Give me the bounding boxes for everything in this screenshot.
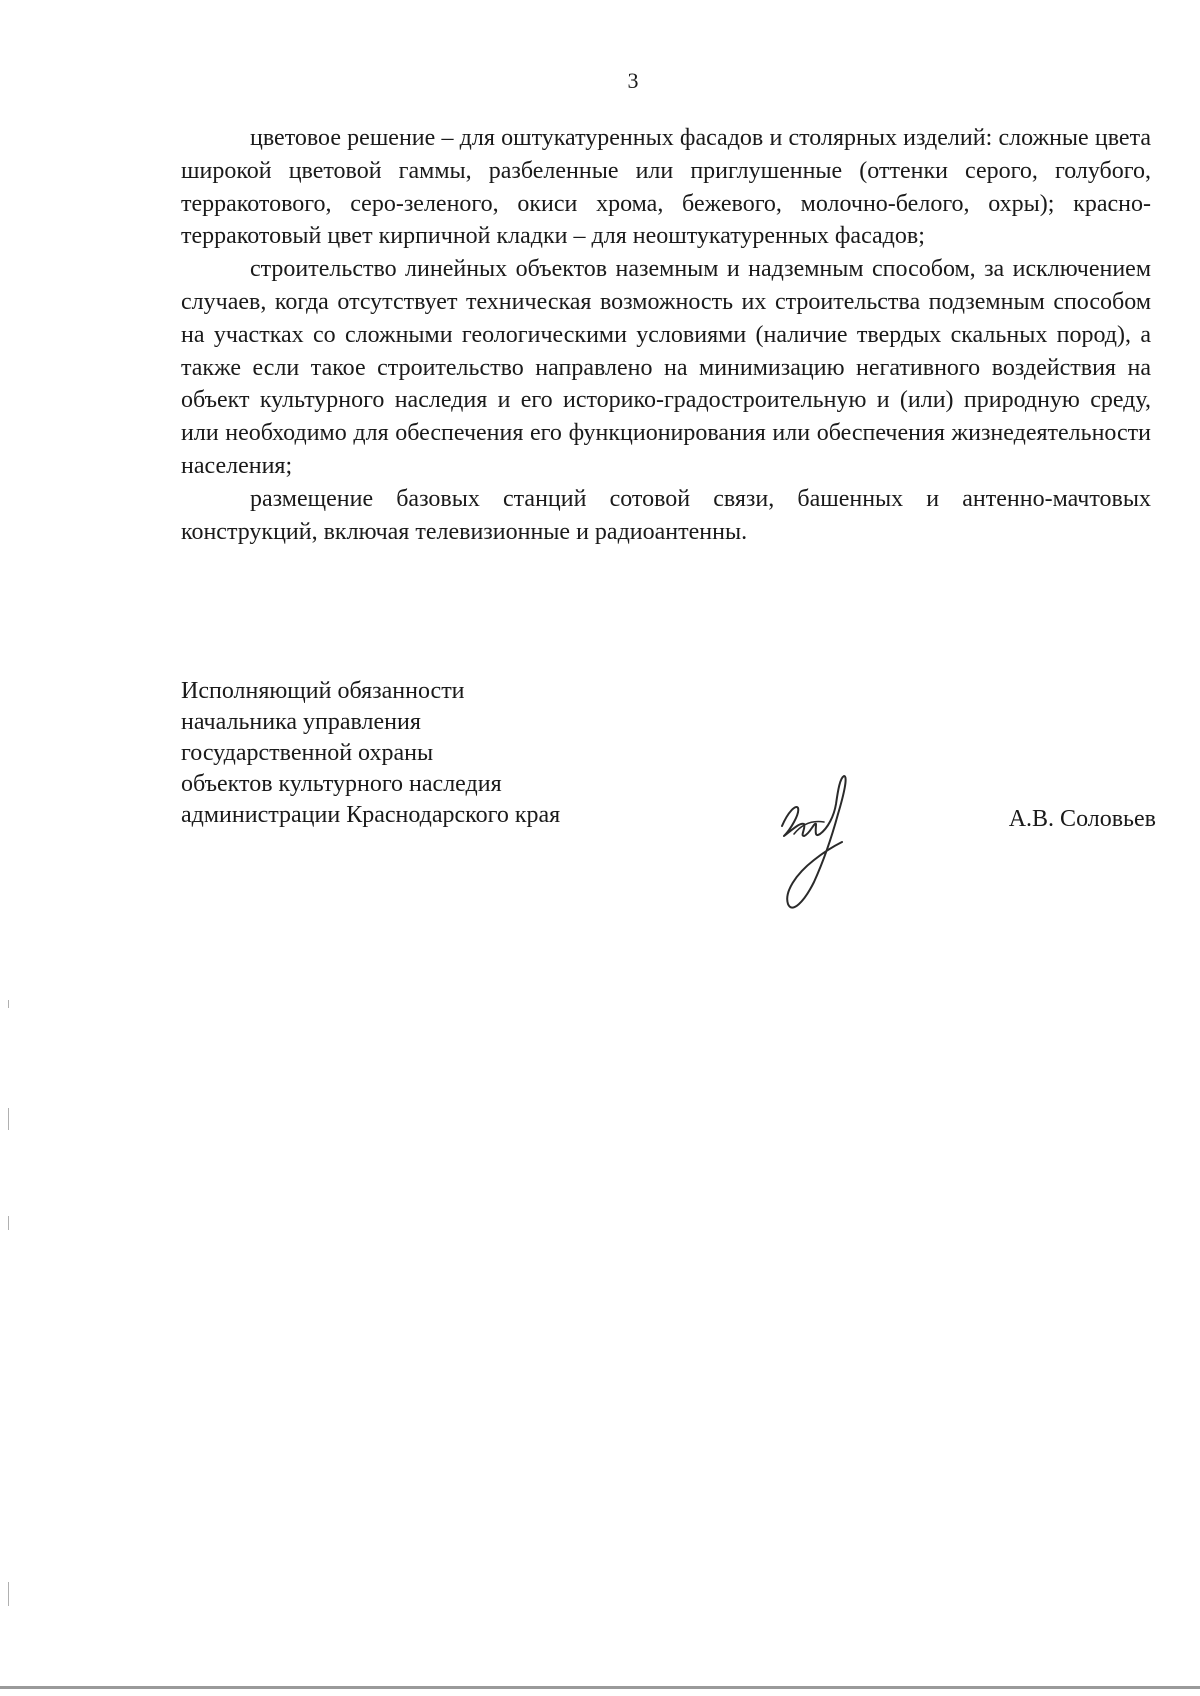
scan-artifact-mark — [8, 1000, 9, 1008]
paragraph-color-scheme: цветовое решение – для оштукатуренных фасадов и столярных изделий: сложные цвета широкой цветовой гаммы, разбеленные или приглушенные (оттенки серого, голубого, терракотового, серо-зеленого, окиси хрома, бежевого, молочно-белого, охры); красно-терракотовый цвет кирпичной кладки – для неоштукатуренных фасадов; — [181, 125, 1151, 250]
bottom-edge-line — [0, 1686, 1200, 1689]
signatory-position — [181, 676, 560, 831]
scan-artifact-mark — [8, 1582, 9, 1606]
paragraph-linear-objects: строительство линейных объектов наземным и надземным способом, за исключением случаев, когда отсутствует техническая возможность их строительства подземным способом на участках со сложными геологическими условиями (наличие твердых скальных пород), а также если такое строительство направлено на минимизацию негативного воздействия на объект культурного наследия и его историко-градостроительную и (или) природную среду, или необходимо для обеспечения его функционирования или обеспечения жизнедеятельности населения; — [181, 256, 1151, 479]
document-body — [181, 122, 1151, 548]
page-number: 3 — [627, 68, 639, 93]
position-line: государственной охраны — [181, 740, 434, 766]
handwritten-signature — [774, 764, 884, 924]
position-line: Исполняющий обязанности — [181, 678, 465, 704]
scan-artifact-mark — [8, 1216, 9, 1230]
position-line: администрации Краснодарского края — [181, 802, 561, 828]
paragraph-base-stations: размещение базовых станций сотовой связи, башенных и антенно-мачтовых конструкций, включая телевизионные и радиоантенны. — [181, 485, 1151, 545]
scan-artifact-mark — [8, 1108, 9, 1130]
signer-name: А.В. Соловьев — [1008, 806, 1156, 832]
position-line: объектов культурного наследия — [181, 771, 502, 797]
position-line: начальника управления — [181, 709, 421, 735]
